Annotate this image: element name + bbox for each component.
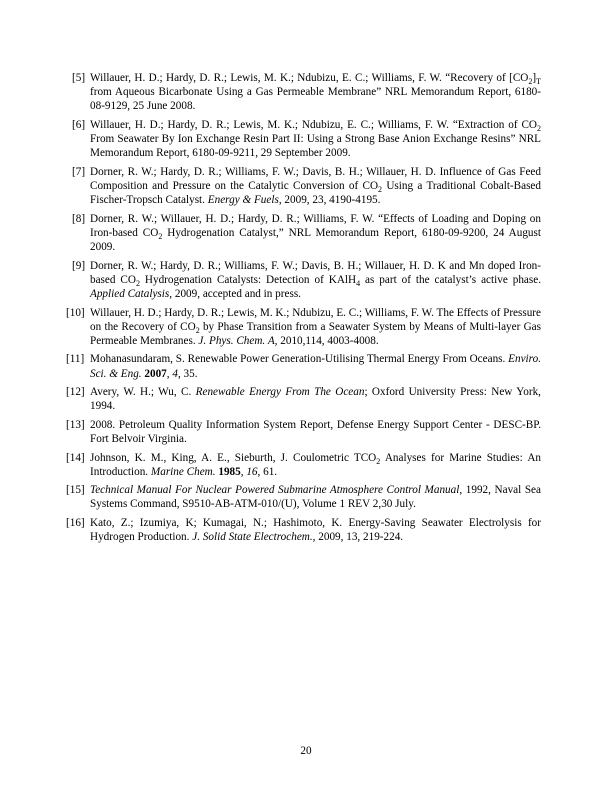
reference-text-run: Enviro. Sci. & Eng. — [90, 353, 541, 380]
reference-number: [14] — [66, 451, 85, 464]
reference-entry — [72, 212, 541, 255]
reference-text-run: Dorner, R. W.; Hardy, D. R.; Williams, F. W.; Davis, B. H.; Willauer, H. D. Influence of Gas Feed Composition and Pressure on the Catalytic Conversion of CO — [90, 165, 541, 193]
reference-number: [11] — [66, 353, 85, 366]
reference-entry — [66, 306, 541, 349]
reference-text-run: J. Solid State Electrochem. — [192, 531, 313, 544]
reference-text-run: J. Phys. Chem. A, — [198, 334, 278, 347]
reference-text-run: 2 — [378, 185, 383, 195]
reference-text-run: ; Oxford University Press: New York, 1994. — [90, 386, 541, 413]
reference-text — [90, 517, 541, 543]
reference-text — [90, 353, 541, 379]
reference-text-run: 2 — [528, 77, 533, 87]
reference-text-run: Using a Traditional Cobalt-Based Fischer-Tropsch Catalyst. — [90, 180, 541, 207]
reference-text-run: Mohanasundaram, S. Renewable Power Generation-Utilising Thermal Energy From Oceans. — [90, 353, 509, 366]
reference-entry — [66, 451, 541, 479]
reference-text-run: Renewable Energy From The Ocean — [195, 386, 365, 399]
reference-text-run: Hydrogenation Catalysts: Detection of KAlH — [139, 273, 357, 286]
reference-text-run: , 1992, Naval Sea Systems Command, S9510-AB-ATM-010/(U), Volume 1 REV 2,30 July. — [90, 484, 541, 511]
reference-text-run: T — [536, 77, 541, 87]
reference-text-run: 2008. Petroleum Quality Information System Report, Defense Energy Support Center - DESC-BP. Fort Belvoir Virginia. — [90, 418, 541, 446]
reference-text-run: Marine Chem. — [150, 465, 216, 478]
reference-text-run: 4 — [356, 279, 361, 289]
reference-entry — [66, 352, 541, 380]
reference-text — [90, 419, 541, 445]
reference-number: [8] — [72, 212, 86, 225]
reference-text — [90, 452, 541, 478]
reference-number: [13] — [66, 418, 85, 431]
reference-entry — [72, 165, 541, 208]
reference-number: [9] — [72, 259, 86, 272]
reference-text-run: Dorner, R. W.; Willauer, H. D.; Hardy, D. R.; Williams, F. W. “Effects of Loading and Doping on Iron-based CO — [90, 212, 541, 239]
reference-text-run: ] — [532, 72, 537, 84]
reference-entry — [72, 71, 541, 114]
reference-text-run: , 35. — [177, 367, 198, 380]
reference-text-run: Willauer, H. D.; Hardy, D. R.; Lewis, M. K.; Ndubizu, E. C.; Williams, F. W. “Extraction of CO — [90, 118, 537, 131]
reference-text — [90, 213, 541, 253]
page-number: 20 — [300, 745, 312, 757]
reference-text-run: 2007 — [144, 367, 167, 380]
reference-number: [10] — [66, 306, 85, 319]
reference-text-run: , — [240, 465, 247, 478]
reference-text-run: 2 — [158, 232, 163, 242]
reference-text — [90, 260, 541, 300]
reference-text — [90, 166, 541, 206]
reference-text-run: , 61. — [257, 465, 278, 478]
reference-text-run: 2 — [135, 279, 140, 289]
reference-text — [90, 307, 541, 347]
reference-number: [7] — [72, 165, 86, 178]
reference-text-run: as part of the catalyst’s active phase. — [360, 273, 542, 286]
reference-text-run: from Aqueous Bicarbonate Using a Gas Permeable Membrane” NRL Memorandum Report, 6180-08-9129, 25 June 2008. — [90, 86, 541, 113]
reference-text-run: 2010,114, 4003-4008. — [277, 334, 379, 347]
reference-entry — [66, 483, 541, 511]
reference-text-run: , 2009, 23, 4190-4195. — [278, 194, 381, 207]
reference-text-run: 2 — [537, 124, 541, 134]
reference-text-run: Technical Manual For Nuclear Powered Submarine Atmosphere Control Manual — [90, 484, 460, 497]
reference-text-run: by Phase Transition from a Seawater System by Means of Multi-layer Gas Permeable Membranes. — [90, 320, 541, 347]
reference-text-run: From Seawater By Ion Exchange Resin Part II: Using a Strong Base Anion Exchange Resins” NRL Memorandum Report, 6180-09-9211, 29 September 2009. — [90, 133, 541, 160]
reference-number: [5] — [72, 72, 86, 84]
reference-text-run: , 2009, 13, 219-224. — [312, 531, 404, 544]
reference-number: [16] — [66, 516, 85, 529]
reference-entry — [72, 118, 541, 161]
reference-text-run: Avery, W. H.; Wu, C. — [90, 386, 196, 399]
reference-text-run: 4 — [172, 367, 178, 380]
reference-text-run: Willauer, H. D.; Hardy, D. R.; Lewis, M. K.; Ndubizu, E. C.; Williams, F. W. The Effects of Pressure on the Recovery of CO — [90, 306, 541, 333]
reference-text-run: Kato, Z.; Izumiya, K; Kumagai, N.; Hashimoto, K. Energy-Saving Seawater Electrolysis for Hydrogen Production. — [90, 516, 541, 544]
reference-text-run: Energy & Fuels — [207, 194, 279, 207]
reference-text-run: 16 — [246, 465, 258, 478]
reference-text — [90, 484, 541, 510]
reference-entry — [66, 516, 541, 544]
reference-text — [90, 386, 541, 412]
reference-text-run: Analyses for Marine Studies: An Introduction. — [90, 451, 541, 478]
reference-text — [90, 119, 541, 159]
reference-text-run: 2 — [376, 456, 381, 466]
reference-text-run: , 2009, accepted and in press. — [169, 288, 301, 301]
reference-entry — [66, 418, 541, 446]
reference-text-run: , — [166, 367, 173, 380]
reference-number: [12] — [66, 386, 85, 399]
reference-text-run: Willauer, H. D.; Hardy, D. R.; Lewis, M. K.; Ndubizu, E. C.; Williams, F. W. “Recovery of [CO — [90, 72, 529, 84]
reference-text-run: Applied Catalysis — [90, 288, 170, 301]
reference-text — [90, 72, 541, 112]
reference-entry — [66, 385, 541, 413]
reference-number: [6] — [72, 118, 86, 131]
reference-text-run: Dorner, R. W.; Hardy, D. R.; Williams, F. W.; Davis, B. H.; Willauer, H. D. K and Mn doped Iron-based CO — [90, 259, 541, 286]
reference-text-run: Hydrogenation Catalyst,” NRL Memorandum Report, 6180-09-9200, 24 August 2009. — [90, 226, 541, 254]
reference-number: [15] — [66, 484, 85, 497]
reference-text-run: 1985 — [218, 465, 241, 478]
reference-entry — [72, 259, 541, 302]
reference-text-run: Johnson, K. M., King, A. E., Sieburth, J. Coulometric TCO — [90, 451, 377, 464]
reference-list — [66, 71, 542, 549]
reference-text-run: 2 — [195, 325, 200, 335]
